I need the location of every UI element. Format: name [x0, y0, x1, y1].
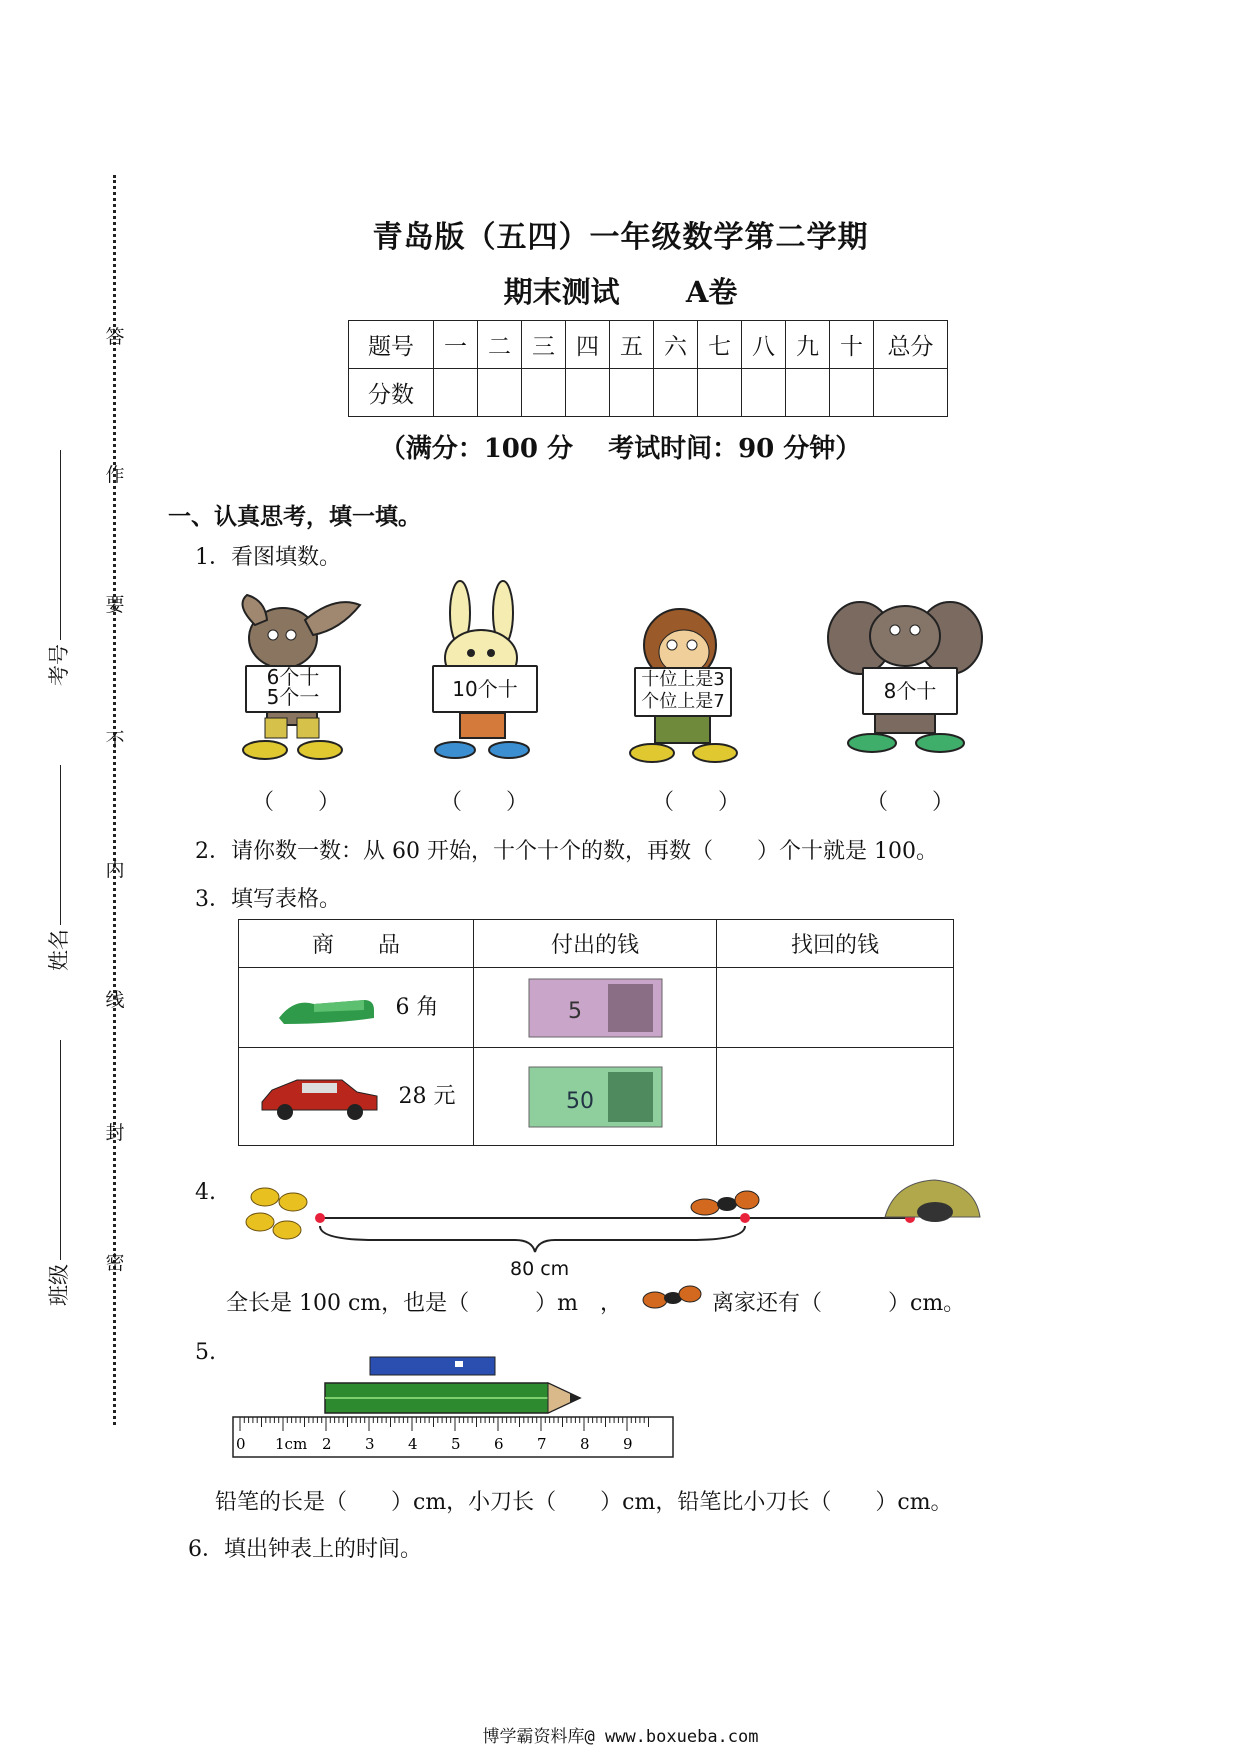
page-title: 青岛版（五四）一年级数学第二学期 — [372, 220, 869, 255]
table-row — [239, 968, 954, 1048]
ruler-label: 9 — [623, 1435, 633, 1453]
class-label: 班级 — [47, 1264, 71, 1306]
change-cell[interactable] — [717, 968, 954, 1048]
ant-icon — [691, 1191, 759, 1215]
full-mark-info: （满分：100 分 考试时间：90 分钟） — [379, 434, 862, 464]
score-header-cell: 一 — [434, 321, 478, 369]
footer-watermark: 博学霸资料库@ www.boxueba.com — [482, 1727, 759, 1747]
banknote-value: 50 — [565, 1088, 594, 1114]
money-table — [238, 919, 954, 1146]
answer-blank[interactable]: （ ） — [652, 790, 741, 815]
table-header: 付出的钱 — [474, 920, 717, 968]
score-cell[interactable] — [566, 369, 610, 417]
score-row-label: 分数 — [349, 369, 434, 417]
exam-number-label: 考号 — [47, 644, 71, 686]
score-header-cell: 总分 — [874, 321, 948, 369]
subtitle-test: 期末测试 — [503, 275, 620, 309]
score-header-cell: 八 — [742, 321, 786, 369]
q5-number: 5. — [195, 1340, 216, 1365]
binding-char: 封 — [105, 1122, 125, 1144]
score-cell[interactable] — [698, 369, 742, 417]
answer-blank[interactable]: （ ） — [866, 790, 955, 815]
binding-char: 密 — [105, 1252, 125, 1274]
elephant-sign-line1: 8个十 — [883, 679, 937, 703]
knife-shape — [370, 1357, 495, 1375]
q1-text: 1．看图填数。 — [195, 545, 341, 570]
elephant-sign — [862, 667, 958, 715]
binding-dotted-line — [113, 175, 116, 1425]
page-subtitle — [0, 270, 1241, 311]
binding-char: 不 — [105, 729, 125, 751]
ruler-label: 8 — [580, 1435, 590, 1453]
ant-distance-diagram — [235, 1172, 995, 1282]
section-heading: 一、认真思考，填一填。 — [168, 503, 421, 530]
ruler-label: 2 — [322, 1435, 332, 1453]
score-cell[interactable] — [742, 369, 786, 417]
dog-sign-line2: 5个一 — [266, 685, 320, 709]
score-header-cell: 四 — [566, 321, 610, 369]
name-label: 姓名 — [47, 929, 71, 971]
rabbit-sign-line1: 10个十 — [452, 677, 518, 701]
score-cell[interactable] — [434, 369, 478, 417]
score-cell[interactable] — [874, 369, 948, 417]
paid-cell — [474, 968, 717, 1048]
food-icon — [246, 1188, 307, 1239]
class-line — [60, 1040, 61, 1260]
ruler-label: 0 — [236, 1435, 246, 1453]
banknote-icon — [528, 978, 663, 1038]
paid-cell — [474, 1048, 717, 1146]
score-header-cell: 题号 — [349, 321, 434, 369]
subtitle-volume: A卷 — [685, 275, 738, 309]
binding-char: 答 — [105, 326, 125, 348]
score-header-cell: 十 — [830, 321, 874, 369]
score-cell[interactable] — [522, 369, 566, 417]
monkey-sign-line1: 十位上是3 — [641, 669, 725, 690]
ruler-label: 7 — [537, 1435, 547, 1453]
name-line — [60, 765, 61, 925]
score-header-cell: 六 — [654, 321, 698, 369]
ant-home-icon — [885, 1180, 980, 1222]
product-price: 6 角 — [395, 994, 439, 1020]
ruler-label: 5 — [451, 1435, 461, 1453]
answer-blank[interactable]: （ ） — [440, 790, 529, 815]
binding-char: 要 — [105, 594, 125, 616]
q4-text-a: 全长是 100 cm，也是（ ）m ， — [226, 1291, 623, 1316]
score-header-cell: 五 — [610, 321, 654, 369]
score-header-cell: 九 — [786, 321, 830, 369]
monkey-sign-line2: 个位上是7 — [641, 691, 725, 712]
dog-sign-line1: 6个十 — [266, 665, 320, 689]
score-cell[interactable] — [786, 369, 830, 417]
q4-number: 4. — [195, 1180, 216, 1205]
exam-number-line — [60, 450, 61, 640]
car-icon — [257, 1072, 382, 1122]
table-header: 找回的钱 — [717, 920, 954, 968]
score-cell[interactable] — [478, 369, 522, 417]
table-header: 商 品 — [239, 920, 474, 968]
length-label: 80 cm — [510, 1258, 570, 1280]
answer-blank[interactable]: （ ） — [252, 790, 341, 815]
q2-text: 2．请你数一数：从 60 开始，十个十个的数，再数（ ）个十就是 100。 — [195, 839, 938, 864]
binding-char: 作 — [105, 464, 125, 486]
banknote-value: 5 — [567, 998, 582, 1024]
comb-icon — [274, 988, 379, 1028]
product-cell — [239, 968, 474, 1048]
score-table — [348, 320, 948, 417]
q6-text: 6．填出钟表上的时间。 — [188, 1537, 422, 1562]
ruler-label: 3 — [365, 1435, 375, 1453]
change-cell[interactable] — [717, 1048, 954, 1146]
table-row — [239, 1048, 954, 1146]
binding-char: 线 — [105, 989, 125, 1011]
score-header-cell: 二 — [478, 321, 522, 369]
score-cell[interactable] — [654, 369, 698, 417]
score-cell[interactable] — [830, 369, 874, 417]
binding-char: 内 — [105, 859, 125, 881]
rabbit-sign — [432, 665, 538, 713]
q4-text-b: 离家还有（ ）cm。 — [712, 1291, 966, 1316]
score-header-cell: 三 — [522, 321, 566, 369]
ant-icon — [640, 1278, 706, 1318]
product-cell — [239, 1048, 474, 1146]
product-price: 28 元 — [398, 1083, 456, 1109]
ruler-label: 4 — [408, 1435, 418, 1453]
q5-text: 铅笔的长是（ ）cm，小刀长（ ）cm，铅笔比小刀长（ ）cm。 — [215, 1490, 953, 1515]
dog-sign — [245, 665, 341, 713]
score-header-cell: 七 — [698, 321, 742, 369]
monkey-sign — [634, 667, 732, 717]
banknote-icon — [528, 1066, 663, 1128]
ruler-label: 6 — [494, 1435, 504, 1453]
ruler-diagram — [230, 1355, 680, 1460]
score-cell[interactable] — [610, 369, 654, 417]
q3-text: 3．填写表格。 — [195, 887, 341, 912]
ruler-label: 1cm — [275, 1435, 308, 1453]
